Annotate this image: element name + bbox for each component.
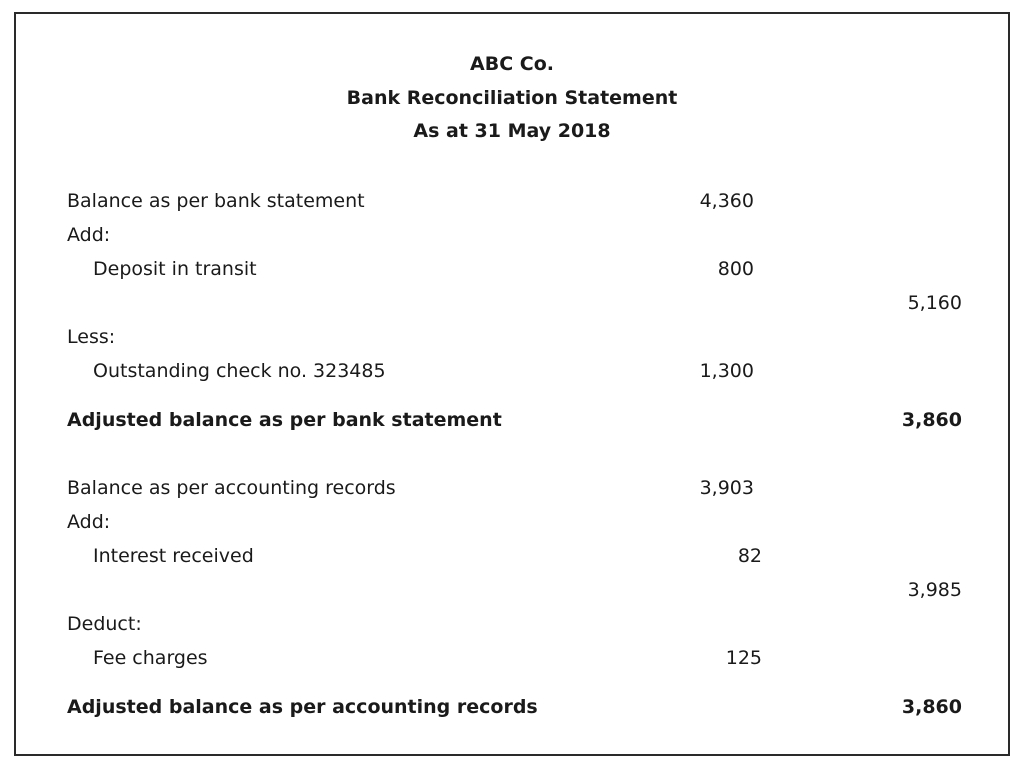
statement-title: Bank Reconciliation Statement <box>346 87 678 109</box>
books-deduct-row <box>0 612 1024 636</box>
bank-less-row <box>0 325 1024 349</box>
bank-adjusted-label: Adjusted balance as per bank statement <box>67 409 502 431</box>
books-balance-label: Balance as per accounting records <box>67 477 396 499</box>
interest-label: Interest received <box>93 545 254 567</box>
books-subtotal-value: 3,985 <box>907 579 962 601</box>
bank-adjusted-value: 3,860 <box>901 409 962 431</box>
deposit-row <box>0 257 1024 281</box>
check-label: Outstanding check no. 323485 <box>93 360 386 382</box>
books-balance-row <box>0 476 1024 500</box>
bank-less-label: Less: <box>67 326 116 348</box>
check-row <box>0 359 1024 383</box>
bank-subtotal-value: 5,160 <box>907 292 962 314</box>
bank-balance-row <box>0 189 1024 213</box>
fee-label: Fee charges <box>93 647 208 669</box>
interest-row <box>0 544 1024 568</box>
bank-balance-label: Balance as per bank statement <box>67 190 365 212</box>
fee-row <box>0 646 1024 670</box>
books-subtotal-row <box>0 578 1024 602</box>
bank-balance-value: 4,360 <box>699 190 754 212</box>
fee-value: 125 <box>725 647 762 669</box>
books-add-row <box>0 510 1024 534</box>
bank-subtotal-row <box>0 291 1024 315</box>
company-name: ABC Co. <box>470 53 554 75</box>
books-balance-value: 3,903 <box>699 477 754 499</box>
books-deduct-label: Deduct: <box>67 613 142 635</box>
statement-date: As at 31 May 2018 <box>413 120 611 142</box>
books-add-label: Add: <box>67 511 111 533</box>
bank-add-label: Add: <box>67 224 111 246</box>
books-adjusted-row <box>0 695 1024 719</box>
books-adjusted-value: 3,860 <box>901 696 962 718</box>
bank-adjusted-row <box>0 408 1024 432</box>
books-adjusted-label: Adjusted balance as per accounting records <box>67 696 538 718</box>
bank-add-row <box>0 223 1024 247</box>
check-value: 1,300 <box>699 360 754 382</box>
interest-value: 82 <box>737 545 762 567</box>
deposit-value: 800 <box>717 258 754 280</box>
deposit-label: Deposit in transit <box>93 258 257 280</box>
